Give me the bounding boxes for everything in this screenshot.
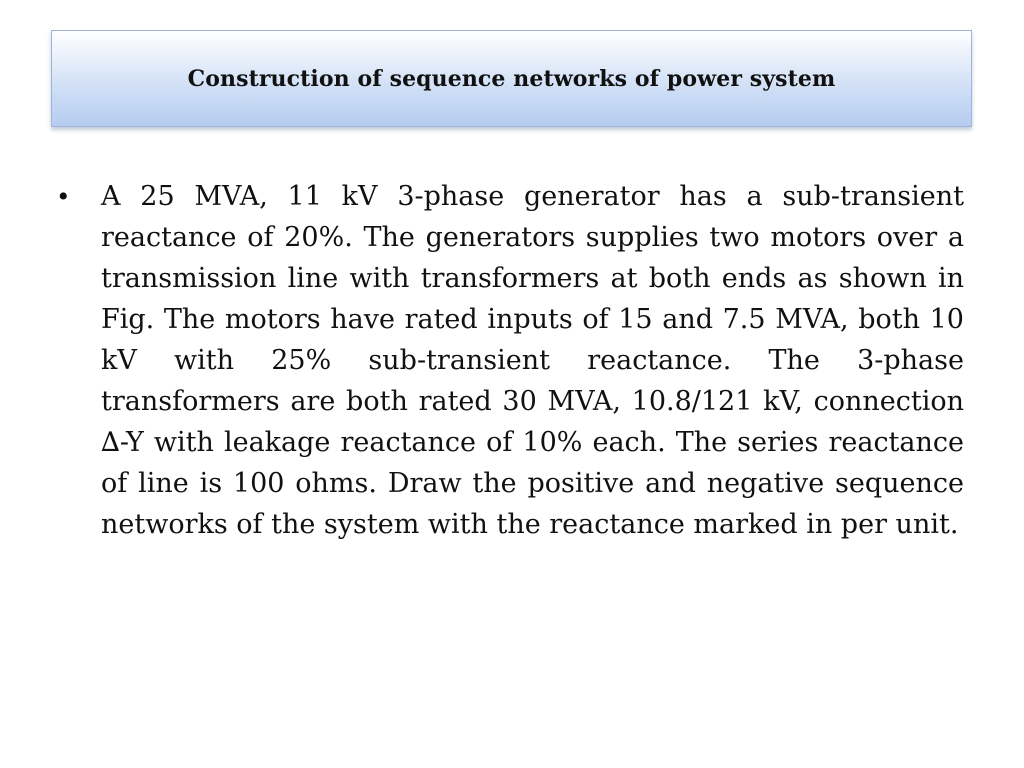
bullet-dot-icon: • <box>58 180 69 213</box>
slide-title: Construction of sequence networks of power system <box>187 65 836 92</box>
bullet-item <box>58 176 964 545</box>
bullet-text: A 25 MVA, 11 kV 3-phase generator has a sub-transient reactance of 20%. The generators supplies two motors over a transmission line with transformers at both ends as shown in Fig. The motors have rated inputs of 15 and 7.5 MVA, both 10 kV with 25% sub-transient reactance. The 3-phase transformers are both rated 30 MVA, 10.8/121 kV, connection ∆-Y with leakage reactance of 10% each. The series reactance of line is 100 ohms. Draw the positive and negative sequence networks of the system with the reactance marked in per unit. <box>101 181 964 540</box>
title-bar <box>51 30 972 127</box>
slide-content <box>58 176 964 545</box>
